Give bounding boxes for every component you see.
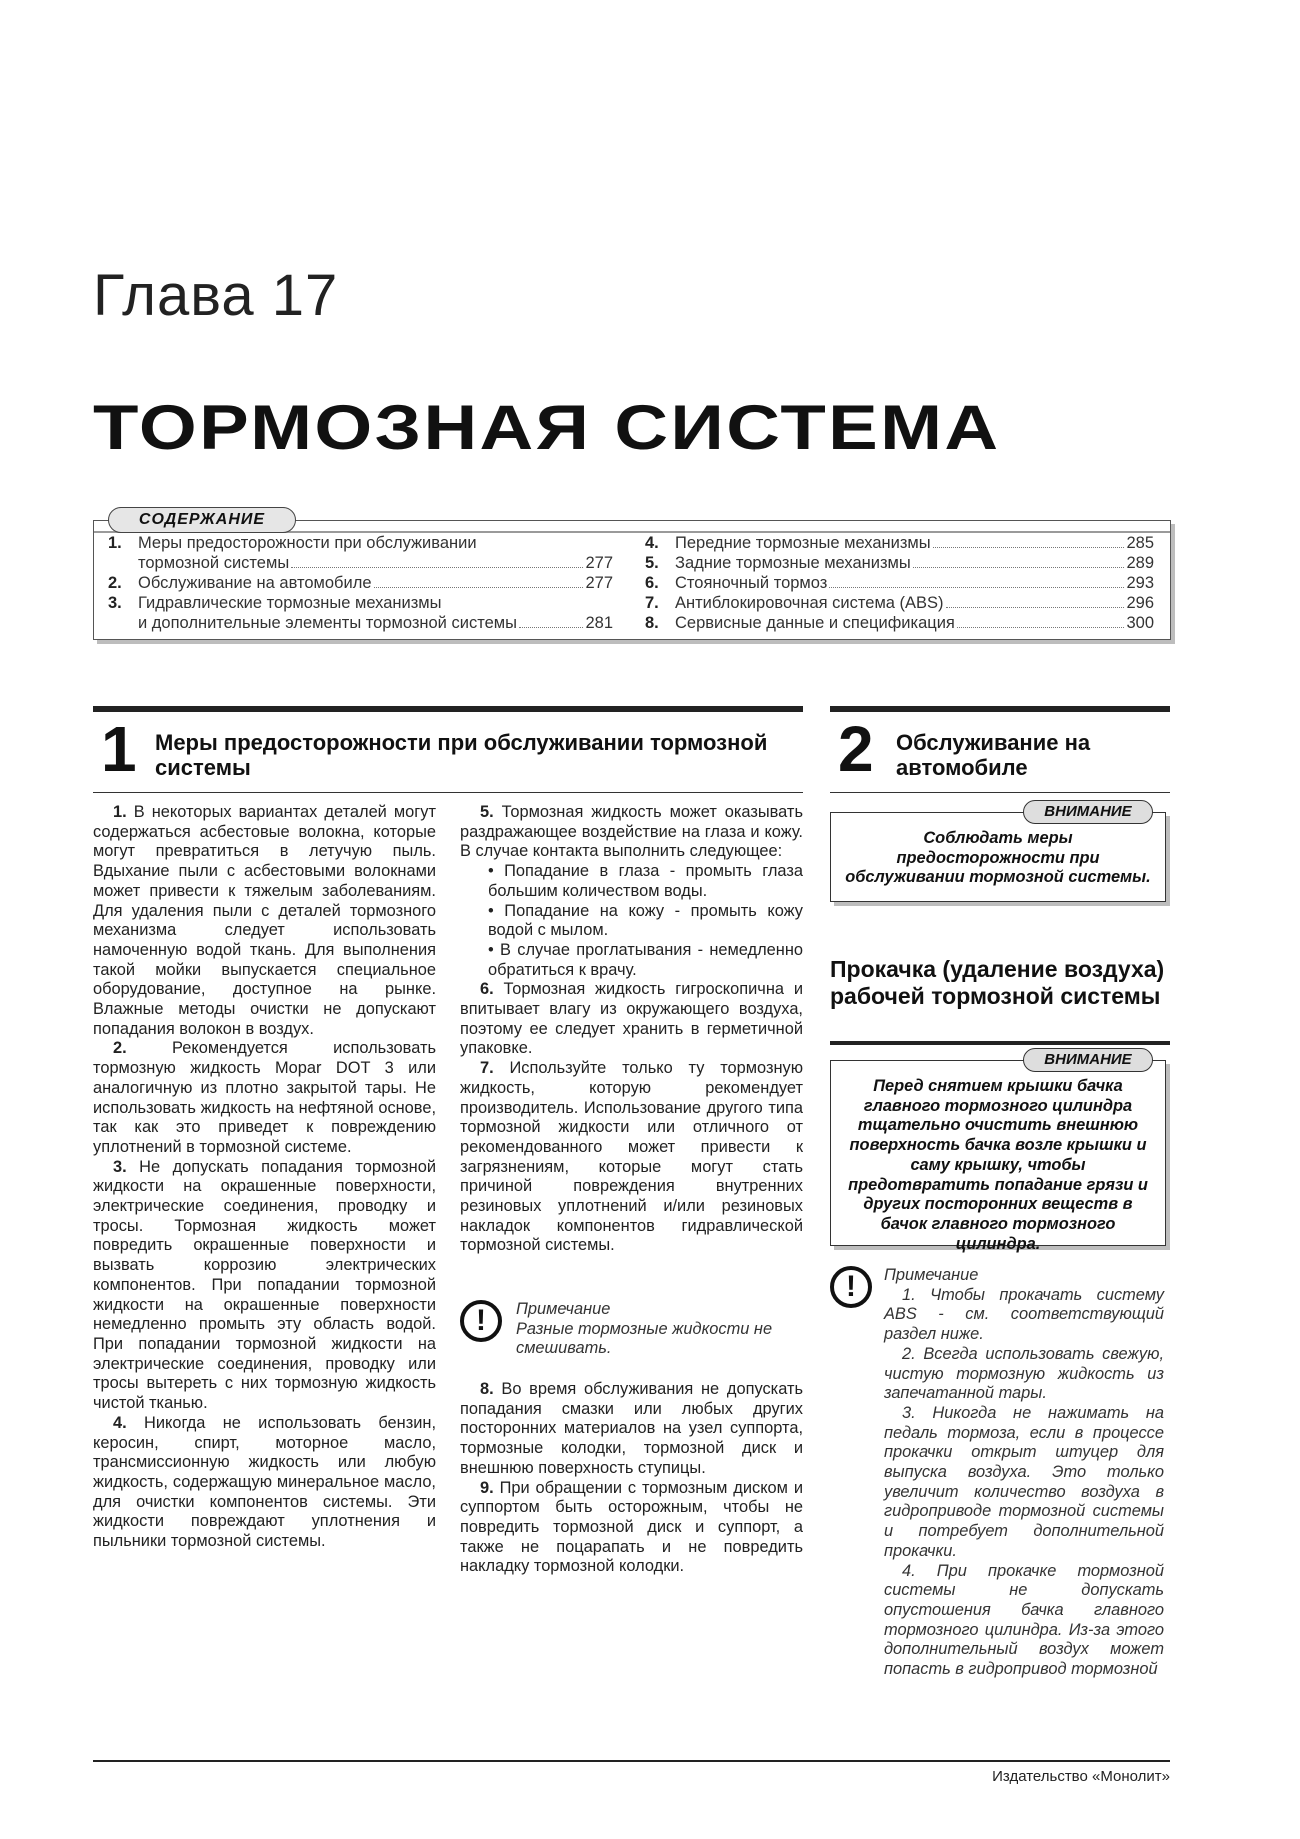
contents-page-number: 296 [1126, 594, 1154, 612]
numbered-paragraph [460, 1479, 803, 1578]
contents-line [138, 573, 613, 593]
contents-item-title: Передние тормозные механизмы [675, 534, 931, 552]
bullet-item [460, 902, 803, 941]
paragraph-number: 9. [480, 1478, 494, 1497]
contents-left-column [108, 533, 613, 633]
contents-item-body [675, 533, 1154, 553]
contents-leader [946, 607, 1125, 608]
contents-page-number: 289 [1126, 554, 1154, 572]
contents-item-number: 6. [645, 574, 659, 592]
contents-item-body [675, 573, 1154, 593]
paragraph-text: Используйте только ту тормозную жидкость, которую рекомендует производитель. Использование другого типа тормозной жидкости или отличного от рекомендованного может привести к загрязнениям, которые могут стать причиной повреждения внутренних резиновых уплотнений и/или резиновых накладок компонентов гидравлической тормозной системы. [460, 1059, 804, 1255]
contents-item [645, 553, 1154, 573]
subsection-rule [830, 1041, 1170, 1045]
numbered-paragraph [93, 1414, 436, 1552]
paragraph-number: 3. [113, 1157, 127, 1176]
contents-item-number: 7. [645, 594, 659, 612]
numbered-paragraph [93, 1158, 436, 1414]
contents-page-number: 285 [1126, 534, 1154, 552]
exclamation-icon: ! [460, 1300, 502, 1342]
bullet-item [460, 862, 803, 901]
contents-item [108, 573, 613, 593]
contents-item-body [675, 553, 1154, 573]
contents-item-title: Обслуживание на автомобиле [138, 574, 372, 592]
warning-box-1 [830, 803, 1166, 902]
section-1-title: Меры предосторожности при обслуживании тормозной системы [155, 730, 768, 780]
paragraph-text: Тормозная жидкость может оказывать раздражающее воздействие на глаза и кожу. В случае контакта выполнить следующее: [460, 803, 803, 861]
contents-page-number: 281 [585, 614, 613, 632]
contents-item [645, 613, 1154, 633]
paragraph-text: Во время обслуживания не допускать попадания смазки или любых других посторонних материалов на узел суппорта, тормозные колодки, тормозной диск и внешнюю поверхность ступицы. [460, 1380, 803, 1477]
contents-right-column [645, 533, 1154, 633]
contents-item-title: Сервисные данные и спецификация [675, 614, 955, 632]
footer-rule [93, 1760, 1170, 1762]
contents-item-title: Задние тормозные механизмы [675, 554, 911, 572]
contents-item-body [138, 533, 613, 573]
section-1-column-a [93, 803, 436, 1552]
paragraph-text: Тормозная жидкость гигроскопична и впитывает влагу из окружающего воздуха, поэтому ее следует хранить в герметичной упаковке. [460, 980, 803, 1058]
contents-item-number: 2. [108, 574, 122, 592]
contents-line [138, 533, 613, 553]
contents-item-number: 8. [645, 614, 659, 632]
numbered-paragraph [460, 980, 803, 1059]
paragraph-number: 7. [480, 1059, 494, 1078]
section-2-header [830, 706, 1170, 793]
contents-line [675, 573, 1154, 593]
chapter-title: ТОРМОЗНАЯ СИСТЕМА [93, 393, 1001, 463]
bullet-text: Попадание в глаза - промыть глаза большим количеством воды. [488, 862, 803, 900]
contents-item-body [138, 593, 613, 633]
bullet-icon: • [488, 862, 505, 881]
section-2-title: Обслуживание на автомобиле [896, 730, 1091, 780]
exclamation-icon: ! [830, 1266, 872, 1308]
note-title: Примечание [884, 1266, 979, 1284]
contents-item-title: и дополнительные элементы тормозной системы [138, 614, 517, 632]
contents-leader [519, 627, 584, 628]
bullet-icon: • [488, 901, 505, 920]
paragraph-number: 8. [480, 1380, 494, 1398]
section-1-header [93, 706, 803, 793]
contents-item-number: 1. [108, 534, 122, 552]
contents-line [675, 553, 1154, 573]
contents-item-number: 5. [645, 554, 659, 572]
warning-text: Соблюдать меры предосторожности при обслуживании тормозной системы. [845, 829, 1151, 887]
section-1-column-b-continued [460, 1380, 803, 1577]
note-item: 2. Всегда использовать свежую, чистую тормозную жидкость из запечатанной тары. [884, 1344, 1164, 1403]
section-1-column-b [460, 803, 803, 1256]
contents-leader [933, 547, 1125, 548]
contents-line [138, 553, 613, 573]
contents-item-title: тормозной системы [138, 554, 290, 572]
contents-item-title: Стояночный тормоз [675, 574, 828, 592]
note-item: 1. Чтобы прокачать систему ABS - см. соответствующий раздел ниже. [884, 1285, 1164, 1344]
contents-line [675, 533, 1154, 553]
warning-box-2 [830, 1051, 1166, 1253]
contents-leader [957, 627, 1125, 628]
contents-item-number: 3. [108, 594, 122, 612]
contents-item [108, 533, 613, 573]
contents-leader [374, 587, 584, 588]
contents-leader [913, 567, 1125, 568]
contents-line [675, 613, 1154, 633]
publisher: Издательство «Монолит» [992, 1768, 1170, 1785]
numbered-paragraph [460, 1059, 803, 1256]
contents-item-body [675, 593, 1154, 613]
contents-item-number: 4. [645, 534, 659, 552]
contents-item-title: Гидравлические тормозные механизмы [138, 594, 442, 612]
bullet-icon: • [488, 940, 501, 959]
contents-line [138, 613, 613, 633]
subsection-title: Прокачка (удаление воздуха) рабочей тормозной системы [830, 956, 1165, 1009]
contents-label: СОДЕРЖАНИЕ [108, 507, 296, 533]
contents-box [93, 511, 1171, 640]
section-1-note [460, 1300, 803, 1359]
paragraph-number: 2. [113, 1039, 127, 1058]
numbered-paragraph [93, 803, 436, 1039]
bullet-item [460, 941, 803, 980]
paragraph-text: Никогда не использовать бензин, керосин, спирт, моторное масло, трансмиссионную жидкость или любую жидкость, содержащую минеральное масло, для очистки компонентов системы. Эти жидкости повреждают уплотнения и пыльники тормозной системы. [93, 1413, 437, 1551]
section-2-note [830, 1266, 1170, 1680]
contents-item [108, 593, 613, 633]
contents-item [645, 593, 1154, 613]
numbered-paragraph [460, 803, 803, 862]
section-2-number: 2 [838, 713, 874, 785]
contents-page-number: 277 [585, 554, 613, 572]
note-item: 4. При прокачке тормозной системы не допускать опустошения бачка главного тормозного цилиндра. Из-за этого дополнительный воздух может попасть в гидропривод тормозной [884, 1561, 1164, 1679]
paragraph-number: 4. [113, 1413, 127, 1432]
contents-item-body [675, 613, 1154, 633]
section-1-number: 1 [101, 713, 137, 785]
paragraph-text: При обращении с тормозным диском и суппортом быть осторожным, чтобы не повредить тормозной диск и суппорт, а также не поцарапать и не повредить накладку тормозной колодки. [460, 1478, 803, 1576]
paragraph-number: 5. [480, 803, 494, 821]
contents-item-title: Антиблокировочная система (ABS) [675, 594, 944, 612]
contents-item-title: Меры предосторожности при обслуживании [138, 534, 477, 552]
paragraph-number: 1. [113, 803, 127, 821]
contents-page-number: 293 [1126, 574, 1154, 592]
contents-item [645, 533, 1154, 553]
contents-leader [291, 567, 583, 568]
note-item: 3. Никогда не нажимать на педаль тормоза, если в процессе прокачки открыт штуцер для выпуска воздуха. Это только увеличит количество воздуха в гидроприводе тормозной системы и потребует дополнительной прокачки. [884, 1403, 1164, 1560]
bullet-text: Попадание на кожу - промыть кожу водой с мылом. [488, 901, 804, 940]
contents-item-body [138, 573, 613, 593]
warning-label: ВНИМАНИЕ [1023, 800, 1153, 824]
paragraph-number: 6. [480, 980, 494, 999]
contents-page-number: 277 [585, 574, 613, 592]
contents-line [675, 593, 1154, 613]
note-title: Примечание [516, 1300, 611, 1318]
paragraph-text: Не допускать попадания тормозной жидкости на окрашенные поверхности, электрические соединения, проводку и тросы. Тормозная жидкость может повредить окрашенные поверхности и вызвать коррозию электрических компонентов. При попадании тормозной жидкости на окрашенные поверхности немедленно промыть эту область водой. При попадании тормозной жидкости на электрические соединения, проводку или тросы вытереть с них тормозную жидкость чистой тканью. [93, 1157, 436, 1413]
numbered-paragraph [93, 1039, 436, 1157]
contents-leader [829, 587, 1124, 588]
numbered-paragraph [460, 1380, 803, 1479]
warning-label: ВНИМАНИЕ [1023, 1048, 1153, 1072]
bullet-text: В случае проглатывания - немедленно обратиться к врачу. [488, 940, 803, 979]
note-text: Разные тормозные жидкости не смешивать. [516, 1319, 773, 1358]
paragraph-text: В некоторых вариантах деталей могут содержаться асбестовые волокна, которые могут превратиться в летучую пыль. Вдыхание пыли с асбестовыми волокнами может привести к тяжелым заболеваниям. Для удаления пыли с деталей тормозного механизма следует использовать намоченную водой ткань. Для выполнения такой мойки выпускается специальное оборудование, доступное на рынке. Влажные методы очистки не допускают попадания волокон в воздух. [93, 803, 436, 1038]
chapter-label: Глава 17 [93, 263, 339, 328]
contents-item [645, 573, 1154, 593]
warning-text: Перед снятием крышки бачка главного тормозного цилиндра тщательно очистить внешнюю поверхность бачка возле крышки и саму крышку, чтобы предотвратить попадание грязи и других посторонних веществ в бачок главного тормозного цилиндра. [848, 1077, 1148, 1253]
paragraph-text: Рекомендуется использовать тормозную жидкость Mopar DOT 3 или аналогичную из плотно закрытой тары. Не использовать жидкость на нефтяной основе, так как это приведет к повреждению уплотнений в тормозной системе. [93, 1039, 436, 1156]
contents-line [138, 593, 613, 613]
contents-page-number: 300 [1126, 614, 1154, 632]
